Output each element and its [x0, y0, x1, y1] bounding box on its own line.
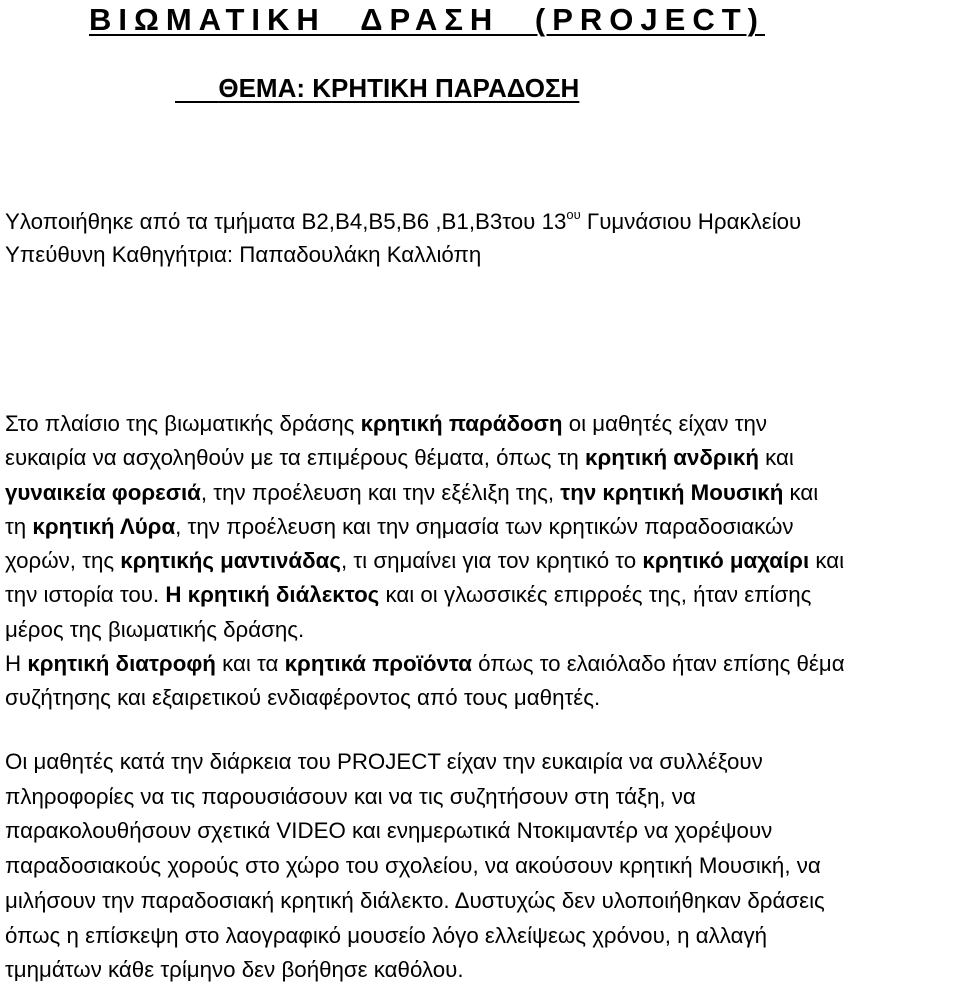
- paragraph-2-line-7: τμημάτων κάθε τρίμηνο δεν βοήθησε καθόλου.: [5, 957, 464, 983]
- paragraph-2: [5, 745, 825, 988]
- paragraph-1-line-8: [5, 647, 845, 681]
- paragraph-1-line-3: [5, 476, 845, 510]
- bold-term: κρητική ανδρική: [585, 445, 759, 471]
- paragraph-1-line-5: [5, 544, 845, 578]
- text-run: , την προέλευση και την σημασία των κρητικών παραδοσιακών: [175, 513, 794, 539]
- school-name: Γυμνάσιου Ηρακλείου: [580, 209, 802, 234]
- project-info: [5, 205, 801, 271]
- paragraph-1-line-2: [5, 441, 845, 475]
- bold-term: την κρητική Μουσική: [560, 479, 784, 505]
- paragraph-1-line-7: μέρος της βιωματικής δράσης.: [5, 616, 305, 642]
- paragraph-1-line-9: συζήτησης και εξαιρετικού ενδιαφέροντος από τους μαθητές.: [5, 685, 601, 711]
- implemented-by-text: Υλοποιήθηκε από τα τμήματα Β2,Β4,Β5,Β6 ,Β1,Β3του 13: [5, 209, 567, 234]
- paragraph-2-line-4: παραδοσιακούς χορούς στο χώρο του σχολείου, να ακούσουν κρητική Μουσική, να: [5, 853, 821, 879]
- paragraph-2-line-5: μιλήσουν την παραδοσιακή κρητική διάλεκτο. Δυστυχώς δεν υλοποιήθηκαν δράσεις: [5, 887, 825, 913]
- text-run: ευκαιρία να ασχοληθούν με τα επιμέρους θέματα, όπως τη: [5, 445, 586, 471]
- text-run: και τα: [215, 651, 285, 677]
- text-run: και: [809, 548, 845, 574]
- text-run: , τι σημαίνει για τον κρητικό το: [340, 548, 643, 574]
- paragraph-2-line-1: Οι μαθητές κατά την διάρκεια του PROJECT είχαν την ευκαιρία να συλλέξουν: [5, 749, 763, 774]
- document-title: ΒΙΩΜΑΤΙΚΗ ΔΡΑΣΗ (PROJECT): [89, 2, 765, 37]
- text-run: οι μαθητές είχαν την: [562, 411, 768, 436]
- theme-heading-text: ΘΕΜΑ: ΚΡΗΤΙΚΗ ΠΑΡΑΔΟΣΗ: [218, 73, 580, 103]
- ordinal-superscript: ου: [566, 207, 581, 222]
- paragraph-1-line-4: [5, 510, 845, 544]
- theme-heading: [175, 72, 579, 104]
- bold-term: γυναικεία φορεσιά: [5, 479, 201, 505]
- bold-term: κρητική διατροφή: [27, 651, 216, 677]
- text-run: Στο πλαίσιο της βιωματικής δράσης: [5, 411, 361, 436]
- bold-term: κρητική Λύρα: [32, 513, 176, 539]
- text-run: χορών, της: [5, 548, 121, 574]
- paragraph-2-line-3: παρακολουθήσουν σχετικά VIDEO και ενημερωτικά Ντοκιμαντέρ να χορέψουν: [5, 818, 773, 844]
- text-run: τη: [5, 513, 33, 539]
- text-run: και: [783, 479, 819, 505]
- paragraph-2-line-2: πληροφορίες να τις παρουσιάσουν και να τις συζητήσουν στη τάξη, να: [5, 783, 696, 809]
- bold-term: κρητική παράδοση: [360, 411, 563, 436]
- paragraph-2-line-6: όπως η επίσκεψη στο λαογραφικό μουσείο λόγο ελλείψεως χρόνου, η αλλαγή: [5, 922, 768, 948]
- paragraph-1: [5, 407, 845, 716]
- text-run: την ιστορία του.: [5, 582, 166, 608]
- text-run: , την προέλευση και την εξέλιξη της,: [200, 479, 561, 505]
- implemented-by-line: [5, 205, 801, 238]
- paragraph-1-line-1: [5, 407, 845, 441]
- bold-term: κρητικό μαχαίρι: [642, 548, 810, 574]
- bold-term: Η κρητική διάλεκτος: [165, 582, 380, 608]
- text-run: Η: [5, 651, 28, 677]
- text-run: και οι γλωσσικές επιρροές της, ήταν επίσης: [379, 582, 812, 608]
- teacher-line: Υπεύθυνη Καθηγήτρια: Παπαδουλάκη Καλλιόπη: [5, 242, 482, 267]
- bold-term: κρητικής μαντινάδας: [120, 548, 341, 574]
- theme-heading-spacer: [175, 73, 218, 103]
- text-run: και: [758, 445, 794, 471]
- bold-term: κρητικά προϊόντα: [284, 651, 472, 677]
- text-run: όπως το ελαιόλαδο ήταν επίσης θέμα: [471, 651, 845, 677]
- paragraph-1-line-6: [5, 578, 845, 612]
